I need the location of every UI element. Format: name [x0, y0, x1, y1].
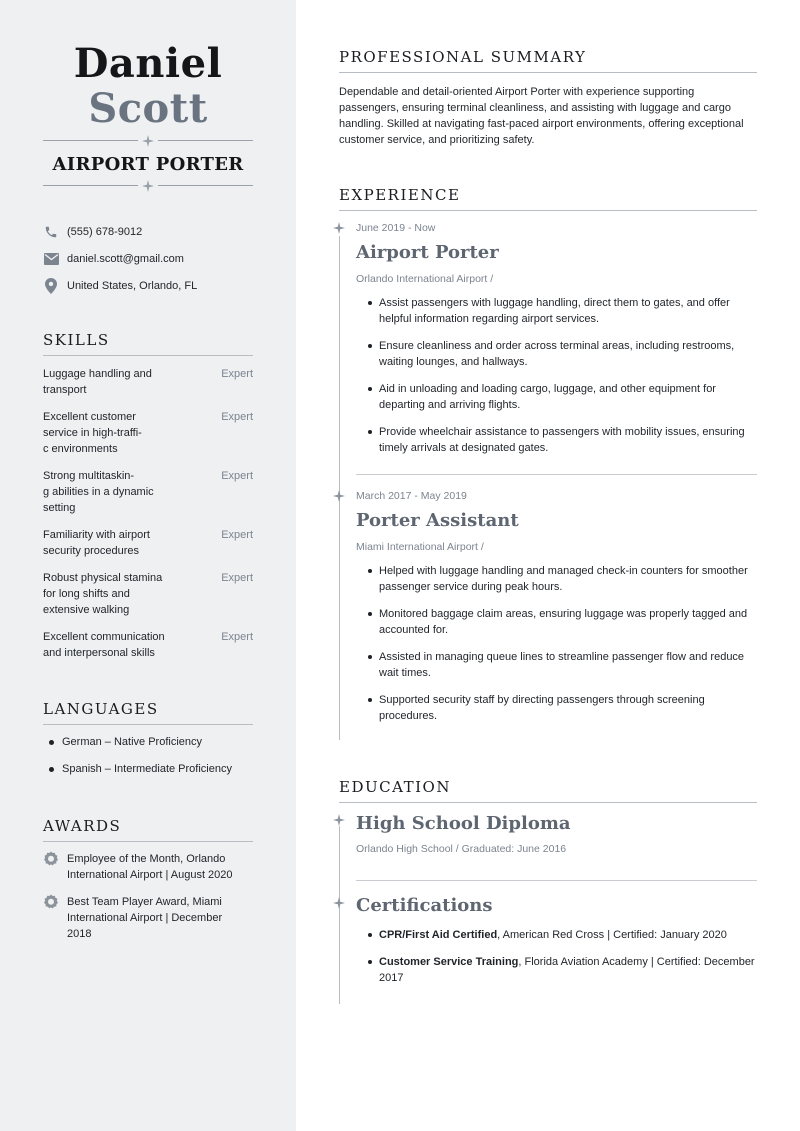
sidebar	[0, 0, 296, 1131]
job-role: Porter Assistant	[356, 510, 519, 531]
sparkle-icon	[142, 135, 154, 147]
education-heading: EDUCATION	[339, 778, 451, 796]
education-timeline	[339, 826, 340, 1004]
job-title: AIRPORT PORTER	[52, 154, 244, 175]
language-item: Spanish – Intermediate Proficiency	[49, 763, 232, 775]
skill-name-3: Strong multitaskin- g abilities in a dynamic setting	[43, 470, 154, 514]
skill-name-4: Familiarity with airport security procedures	[43, 529, 150, 557]
skill-name-2: Excellent customer service in high-traffi- c environments	[43, 411, 142, 455]
skill-level-3: Expert	[221, 470, 253, 482]
location-text: United States, Orlando, FL	[67, 280, 198, 292]
skill-name-6: Excellent communication and interpersonal skills	[43, 631, 165, 659]
languages-heading: LANGUAGES	[43, 700, 159, 718]
skill-name-5: Robust physical stamina for long shifts and extensive walking	[43, 572, 163, 616]
contact-email[interactable]	[43, 250, 184, 268]
experience-timeline	[339, 236, 340, 740]
summary-heading: PROFESSIONAL SUMMARY	[339, 48, 587, 66]
award-badge-icon	[43, 894, 59, 910]
experience-heading: EXPERIENCE	[339, 186, 461, 204]
ornament-divider-bottom	[43, 180, 253, 192]
sparkle-icon	[333, 222, 345, 234]
contact-location	[43, 277, 197, 295]
ornament-divider-top	[43, 135, 253, 147]
first-name: Daniel	[73, 40, 223, 87]
skill-level-4: Expert	[221, 529, 253, 541]
contact-phone[interactable]	[43, 223, 142, 241]
awards-heading: AWARDS	[43, 817, 122, 835]
location-pin-icon	[43, 278, 59, 294]
phone-icon	[43, 224, 59, 240]
summary-rule	[339, 72, 757, 73]
skill-level-2: Expert	[221, 411, 253, 423]
education-rule	[339, 802, 757, 803]
skills-heading: SKILLS	[43, 331, 110, 349]
sparkle-icon	[333, 814, 345, 826]
skill-name-1: Luggage handling and transport	[43, 368, 152, 396]
award-badge-icon	[43, 851, 59, 867]
sparkle-icon	[142, 180, 154, 192]
job-dates: March 2017 - May 2019	[356, 490, 467, 502]
degree-title: High School Diploma	[356, 813, 571, 834]
language-item: German – Native Proficiency	[49, 736, 202, 748]
job-role: Airport Porter	[356, 242, 499, 263]
last-name: Scott	[88, 85, 208, 132]
skills-rule	[43, 355, 253, 356]
school-info: Orlando High School / Graduated: June 2016	[356, 843, 567, 855]
job-divider	[356, 474, 757, 475]
sparkle-icon	[333, 897, 345, 909]
experience-rule	[339, 210, 757, 211]
award-item: Employee of the Month, Orlando International Airport | August 2020	[43, 851, 255, 883]
summary-text: Dependable and detail-oriented Airport Porter with experience supporting passengers, ensuring terminal cleanliness, and assisting with luggage and cargo handling. Skilled at navigating fast-paced airport environments, offering exceptional customer service, and prioritizing safety.	[339, 86, 744, 146]
job-dates: June 2019 - Now	[356, 222, 436, 234]
skill-level-1: Expert	[221, 368, 253, 380]
awards-rule	[43, 841, 253, 842]
certifications-heading: Certifications	[356, 895, 493, 916]
email-icon	[43, 251, 59, 267]
sparkle-icon	[333, 490, 345, 502]
skill-level-6: Expert	[221, 631, 253, 643]
languages-rule	[43, 724, 253, 725]
education-divider	[356, 880, 757, 881]
skill-level-5: Expert	[221, 572, 253, 584]
email-address: daniel.scott@gmail.com	[67, 253, 184, 265]
award-item: Best Team Player Award, Miami International Airport | December 2018	[43, 894, 255, 942]
phone-number: (555) 678-9012	[67, 226, 143, 238]
job-company: Miami International Airport /	[356, 541, 484, 553]
job-company: Orlando International Airport /	[356, 273, 494, 285]
